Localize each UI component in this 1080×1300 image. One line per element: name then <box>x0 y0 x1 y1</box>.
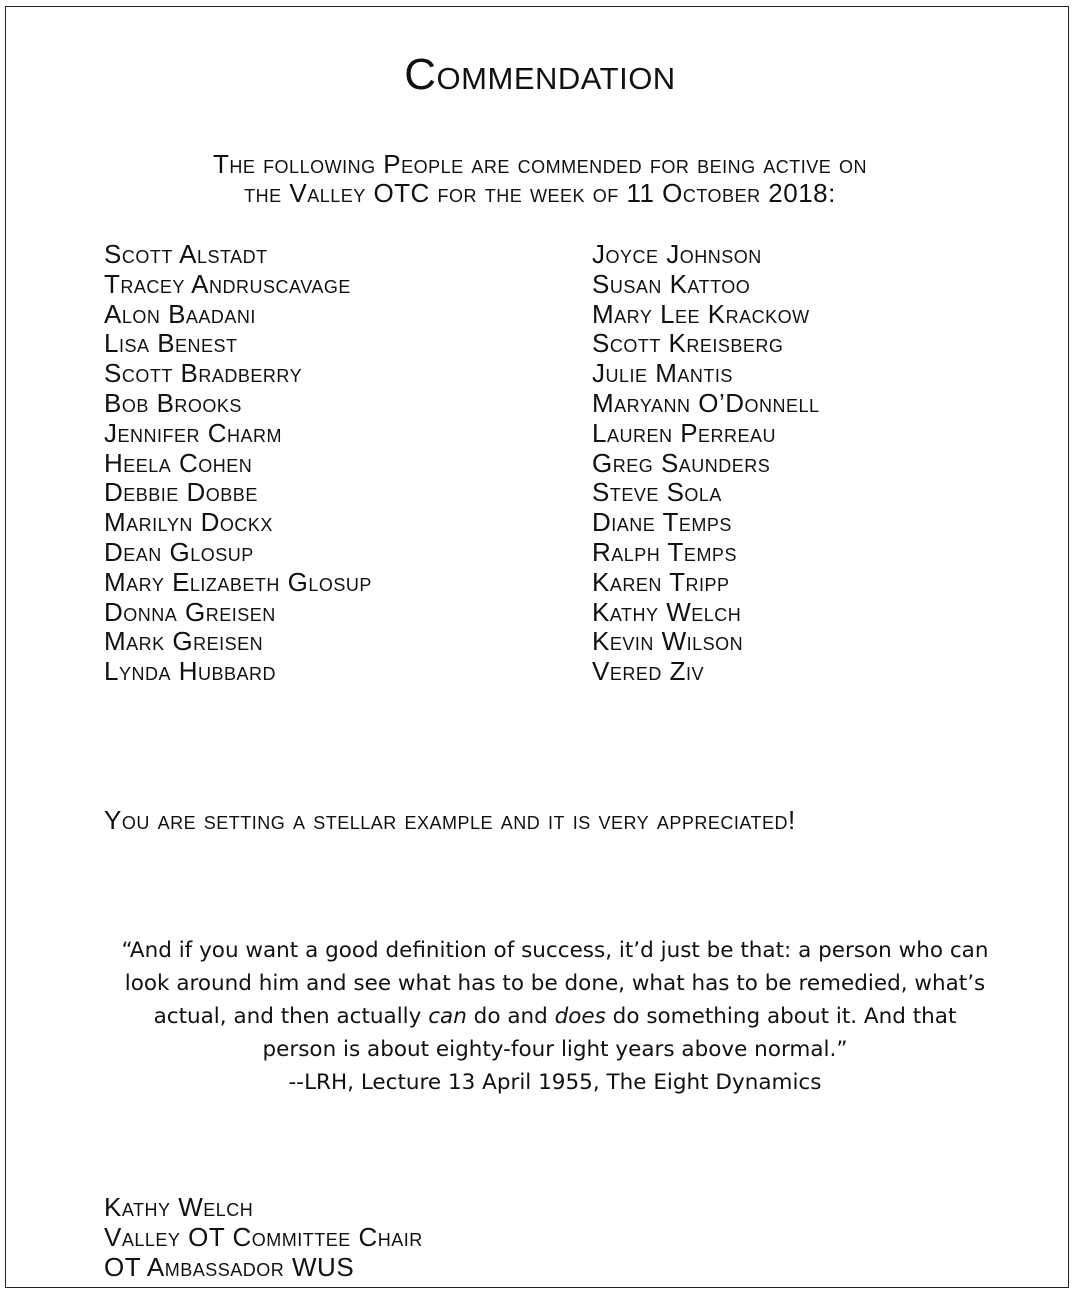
name-item: Karen Tripp <box>592 566 730 597</box>
names-list-left <box>104 240 372 687</box>
name-item: Jennifer Charm <box>104 417 283 448</box>
name-item: Kathy Welch <box>592 596 742 627</box>
name-item: Steve Sola <box>592 477 722 508</box>
page-title: Commendation <box>404 50 676 99</box>
name-item: Debbie Dobbe <box>104 477 258 508</box>
names-list-right <box>592 240 820 687</box>
name-item: Julie Mantis <box>592 358 733 389</box>
quote-text: actual, and then actually <box>153 1004 429 1029</box>
name-item: Marilyn Dockx <box>104 507 273 538</box>
name-item: Ralph Temps <box>592 536 737 567</box>
intro-text <box>0 150 1080 208</box>
quote-line-3 <box>0 1000 1080 1033</box>
name-item: Dean Glosup <box>104 536 254 567</box>
signature-role: Valley OT Committee Chair <box>104 1222 423 1252</box>
name-item: Vered Ziv <box>592 656 704 687</box>
quote-line-4: person is about eighty-four light years above normal.” <box>262 1037 848 1062</box>
name-item: Bob Brooks <box>104 387 242 418</box>
quote-line-2: look around him and see what has to be done, what has to be remedied, what’s <box>124 971 986 996</box>
intro-line-2: the Valley OTC for the week of 11 October 2018: <box>244 178 836 208</box>
name-item: Joyce Johnson <box>592 239 762 269</box>
quote-line-1: “And if you want a good definition of success, it’d just be that: a person who can <box>121 938 989 963</box>
quote-block <box>0 934 1080 1099</box>
name-item: Scott Alstadt <box>104 239 268 269</box>
quote-emphasis: does <box>554 1004 606 1029</box>
name-item: Lynda Hubbard <box>104 656 276 687</box>
name-item: Scott Kreisberg <box>592 328 784 359</box>
name-item: Donna Greisen <box>104 596 276 627</box>
signature-name: Kathy Welch <box>104 1192 254 1222</box>
signature-title: OT Ambassador WUS <box>104 1252 355 1282</box>
name-item: Diane Temps <box>592 507 732 538</box>
quote-attribution: --LRH, Lecture 13 April 1955, The Eight Dynamics <box>288 1070 822 1095</box>
signature-block <box>104 1192 423 1282</box>
name-item: Alon Baadani <box>104 298 256 329</box>
quote-text: do and <box>466 1004 555 1029</box>
name-item: Mark Greisen <box>104 626 264 657</box>
name-item: Kevin Wilson <box>592 626 744 657</box>
name-item: Lauren Perreau <box>592 417 777 448</box>
name-item: Tracey Andruscavage <box>104 268 351 299</box>
praise-text: You are setting a stellar example and it is very appreciated! <box>104 805 796 835</box>
intro-line-1: The following People are commended for being active on <box>212 149 868 179</box>
name-item: Maryann O’Donnell <box>592 387 820 418</box>
quote-emphasis: can <box>428 1004 467 1029</box>
name-item: Heela Cohen <box>104 447 253 478</box>
name-item: Susan Kattoo <box>592 268 751 299</box>
quote-text: do something about it. And that <box>605 1004 957 1029</box>
name-item: Scott Bradberry <box>104 358 303 389</box>
name-item: Lisa Benest <box>104 328 238 359</box>
name-item: Greg Saunders <box>592 447 771 478</box>
name-item: Mary Lee Krackow <box>592 298 810 329</box>
name-item: Mary Elizabeth Glosup <box>104 566 372 597</box>
